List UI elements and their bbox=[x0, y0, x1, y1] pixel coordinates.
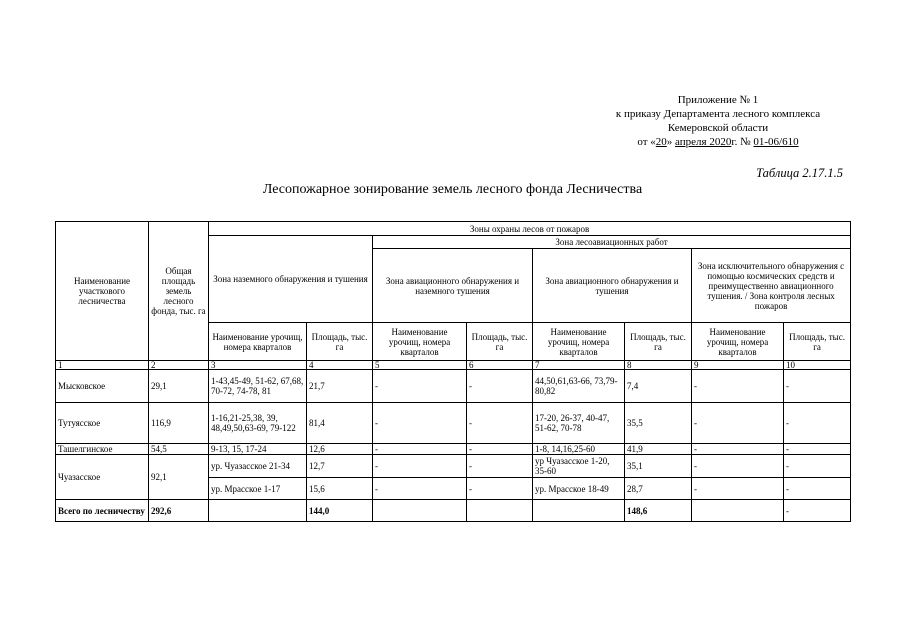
table-row bbox=[56, 444, 851, 455]
total-area: 292,6 bbox=[149, 500, 209, 522]
avia-ground-quarters: - bbox=[373, 478, 467, 500]
avia-quarters: ур. Мрасское 18-49 bbox=[533, 478, 625, 500]
avia-ground-area: - bbox=[467, 478, 533, 500]
avia-ground-area: - bbox=[467, 403, 533, 444]
avia-area: 7,4 bbox=[625, 370, 692, 403]
header-area: Общая площадь земель лесного фонда, тыс. га bbox=[149, 222, 209, 361]
sub-names: Наименование урочищ, номера кварталов bbox=[533, 323, 625, 361]
avia-ground-quarters: - bbox=[373, 403, 467, 444]
total-avia-area: 148,6 bbox=[625, 500, 692, 522]
ground-quarters: 1-16,21-25,38, 39, 48,49,50,63-69, 79-122 bbox=[209, 403, 307, 444]
avia-ground-quarters: - bbox=[373, 444, 467, 455]
ground-area: 12,6 bbox=[307, 444, 373, 455]
avia-ground-area: - bbox=[467, 444, 533, 455]
space-area: - bbox=[784, 444, 851, 455]
col-number: 5 bbox=[373, 361, 467, 370]
sub-names: Наименование урочищ, номера кварталов bbox=[692, 323, 784, 361]
ground-area: 15,6 bbox=[307, 478, 373, 500]
ground-area: 81,4 bbox=[307, 403, 373, 444]
space-quarters: - bbox=[692, 444, 784, 455]
space-area: - bbox=[784, 455, 851, 478]
col-number: 9 bbox=[692, 361, 784, 370]
order-month-year: апреля 2020 bbox=[675, 136, 732, 148]
sub-area: Площадь, тыс. га bbox=[625, 323, 692, 361]
total-ground-area: 144,0 bbox=[307, 500, 373, 522]
header-ground-zone: Зона наземного обнаружения и тушения bbox=[209, 236, 373, 323]
table-row bbox=[56, 370, 851, 403]
avia-area: 41,9 bbox=[625, 444, 692, 455]
col-number: 1 bbox=[56, 361, 149, 370]
avia-area: 28,7 bbox=[625, 478, 692, 500]
avia-ground-area: - bbox=[467, 455, 533, 478]
sub-area: Площадь, тыс. га bbox=[307, 323, 373, 361]
ground-area: 12,7 bbox=[307, 455, 373, 478]
col-number: 4 bbox=[307, 361, 373, 370]
order-date-line: от «20» апреля 2020г. № 01-06/610 bbox=[637, 136, 799, 148]
page-title: Лесопожарное зонирование земель лесного фонда Лесничества bbox=[262, 182, 643, 197]
ground-quarters: 1-43,45-49, 51-62, 67,68, 70-72, 74-78, 81 bbox=[209, 370, 307, 403]
forestry-area: 54,5 bbox=[149, 444, 209, 455]
col-number: 8 bbox=[625, 361, 692, 370]
ground-quarters: ур. Чуазасское 21-34 bbox=[209, 455, 307, 478]
sub-names: Наименование урочищ, номера кварталов bbox=[373, 323, 467, 361]
total-label: Всего по лесничеству bbox=[56, 500, 149, 522]
avia-area: 35,1 bbox=[625, 455, 692, 478]
order-line: к приказу Департамента лесного комплекса bbox=[615, 108, 821, 120]
avia-ground-area: - bbox=[467, 370, 533, 403]
avia-quarters: ур Чуазасское 1-20, 35-60 bbox=[533, 455, 625, 478]
forestry-area: 29,1 bbox=[149, 370, 209, 403]
header-space-zone: Зона исключительного обнаружения с помощью космических средств и преимущественно авиационного тушения. / Зона контроля лесных пожаров bbox=[692, 249, 851, 323]
space-area: - bbox=[784, 370, 851, 403]
col-number: 7 bbox=[533, 361, 625, 370]
fire-zoning-table bbox=[55, 221, 851, 522]
space-quarters: - bbox=[692, 370, 784, 403]
header-zones: Зоны охраны лесов от пожаров bbox=[209, 222, 851, 236]
avia-area: 35,5 bbox=[625, 403, 692, 444]
appendix-line: Приложение № 1 bbox=[677, 94, 759, 106]
header-name: Наименование участкового лесничества bbox=[56, 222, 149, 361]
total-space-area: - bbox=[784, 500, 851, 522]
space-quarters: - bbox=[692, 478, 784, 500]
header-avia-zone: Зона авиационного обнаружения и тушения bbox=[533, 249, 692, 323]
forestry-area: 116,9 bbox=[149, 403, 209, 444]
table-row bbox=[56, 403, 851, 444]
forestry-name: Чуазасское bbox=[56, 455, 149, 500]
ground-quarters: 9-13, 15, 17-24 bbox=[209, 444, 307, 455]
sub-area: Площадь, тыс. га bbox=[784, 323, 851, 361]
forestry-area: 92,1 bbox=[149, 455, 209, 500]
sub-names: Наименование урочищ, номера кварталов bbox=[209, 323, 307, 361]
header-aviation-works: Зона лесоавиационных работ bbox=[373, 236, 851, 249]
ground-area: 21,7 bbox=[307, 370, 373, 403]
region-line: Кемеровской области bbox=[667, 122, 769, 134]
table-row bbox=[56, 455, 851, 478]
total-row bbox=[56, 500, 851, 522]
sub-area: Площадь, тыс. га bbox=[467, 323, 533, 361]
order-day: 20 bbox=[655, 136, 667, 148]
space-area: - bbox=[784, 478, 851, 500]
space-quarters: - bbox=[692, 455, 784, 478]
avia-quarters: 17-20, 26-37, 40-47, 51-62, 70-78 bbox=[533, 403, 625, 444]
space-area: - bbox=[784, 403, 851, 444]
avia-ground-quarters: - bbox=[373, 370, 467, 403]
forestry-name: Мысковское bbox=[56, 370, 149, 403]
col-number: 3 bbox=[209, 361, 307, 370]
forestry-name: Ташелгинское bbox=[56, 444, 149, 455]
avia-ground-quarters: - bbox=[373, 455, 467, 478]
order-header bbox=[593, 93, 843, 149]
col-number: 10 bbox=[784, 361, 851, 370]
table-number: Таблица 2.17.1.5 bbox=[756, 166, 843, 180]
col-number: 6 bbox=[467, 361, 533, 370]
space-quarters: - bbox=[692, 403, 784, 444]
forestry-name: Тутуясское bbox=[56, 403, 149, 444]
col-number: 2 bbox=[149, 361, 209, 370]
order-number: 01-06/610 bbox=[753, 136, 799, 148]
avia-quarters: 44,50,61,63-66, 73,79-80,82 bbox=[533, 370, 625, 403]
header-avia-ground-zone: Зона авиационного обнаружения и наземного тушения bbox=[373, 249, 533, 323]
avia-quarters: 1-8, 14,16,25-60 bbox=[533, 444, 625, 455]
ground-quarters: ур. Мрасское 1-17 bbox=[209, 478, 307, 500]
